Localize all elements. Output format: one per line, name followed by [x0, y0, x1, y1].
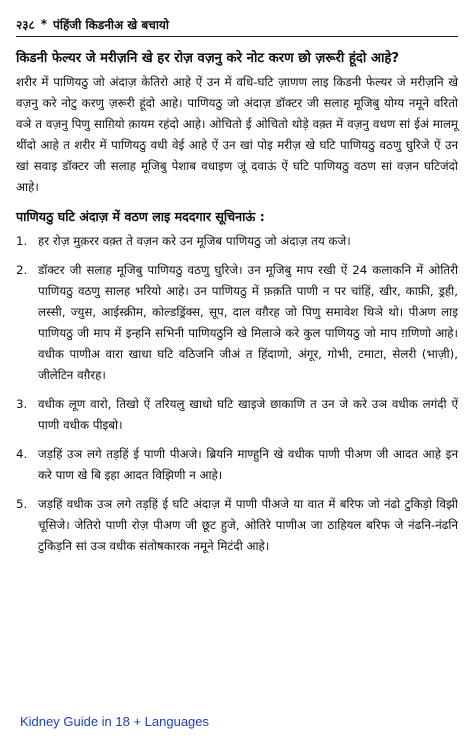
page-content: [16, 48, 458, 565]
header-separator: *: [40, 17, 48, 31]
tips-list: [16, 231, 458, 557]
list-item: [16, 394, 458, 436]
list-item: [16, 494, 458, 557]
list-item: [16, 444, 458, 486]
footer-link[interactable]: Kidney Guide in 18 + Languages: [20, 714, 210, 729]
list-item-text: हर रोज़ मुक़रर वक़्त ते वज़न करे उन मूजिब पाणियठु जो अंदाज़ तय कजे।: [38, 234, 351, 248]
tips-subheading: पाणियठु घटि अंदाज़ में वठण लाइ मददगार सूचिनाऊं :: [16, 209, 265, 224]
section-heading: किडनी फेल्यर जे मरीज़नि खे हर रोज़ वज़नु करे नोट करण छो ज़रूरी हूंदो आहे?: [16, 51, 400, 66]
section-paragraph: शरीर में पाणियठु जो अंदाज़ केतिरो आहे ऐं उन में वधि-घटि ज़ाणण लाइ किडनी फेल्यर जे मरीज़नि खे वज़नु करे नोटु करणु ज़रूरी हूंदो आहे। पाणियठु जो अंदाज़ डॉक्टर जी सलाह मूजिबु योग्य नमूने वरितो वञे त वज़नु पिणु साग़ियो क़ायम रहंदो आहे। ओचितो ई ओचितो थोड़े वक़्त में वज़नु वधण सां ईअं मालमू थींदो आहे त शरीर में पाणियठु वधी वेई आहे ऐं उन खां पोइ मरीज़ खे घटि पाणियठु वठणु घुरिजे ऐं उन खां सवाइ डॉक्टर जी सलाह मूजिबु पेशाब वधाइण जूं दवाऊं ऐं घटि पाणियठु वठण सां वज़न घटिजंदो आहे।: [16, 75, 458, 194]
list-item-number: 2.: [16, 263, 28, 277]
list-item-text: डॉक्टर जी सलाह मूजिबु पाणियठु वठणु घुरिजे। उन मूजिबु माप रखी ऐं 24 कलाकनि में ओतिरी पाणियठु वठणु सालह भरियो आहे। उन पाणियठु में फ़क़ति पाणी न पर चांहिं, खीर, काफ़ी, ड्रही, लस्सी, ज्युस, आईस्क्रीम, कोल्डड्रिंक्स, सूप, दाल वग़ैरह जो पिणु समावेश थिञे थो। पीअण लाइ पाणियठु जी माप में इन्हनि सभिनी पाणियठुनि खे मिलाञे करे कुल पाणियठु जो माप ग़णिणो आहे। वधीक पाणीअ वारा खाधा घटि वठिजनि जीअं त हिंदाणो, अंगूर, गोभी, टमाटा, सेलरी (भाज़ी), जीलेटिन वग़ैरह।: [38, 263, 458, 382]
list-item-text: जड़हिं वधीक उञ लगे तड़हिं ई घटि अंदाज़ में पाणी पीअजे या वात में बरिफ जो नंढो टुकिड़ो विझी चूसिजे। जेतिरो पाणी रोज़ पीअण जी छूट हुजे, ओतिरे पाणीअ जा ठाहियल बरिफ जे नंढनि-नंढनि टुकिड़नि सां उञ वधीक संतोषकारक नमूने मिटंदी आहे।: [38, 497, 458, 553]
list-item-number: 3.: [16, 397, 28, 411]
list-item-text: जड़हिं उञ लगे तड़हिं ई पाणी पीअजे। ब्रियनि माण्हुनि खे वधीक पाणी पीअण जी आदत आहे इन करे पाण खे बि इहा आदत विझिणी न आहे।: [38, 447, 458, 482]
list-item-number: 4.: [16, 447, 28, 461]
list-item-number: 5.: [16, 497, 28, 511]
list-item-number: 1.: [16, 234, 28, 248]
list-item: [16, 260, 458, 386]
list-item-text: वधीक लूण वारो, तिखो ऐं तरियलु खाधो घटि खाइजे छाकाणि त उन जे करे उञ वधीक लगंदी ऐं पाणी वधीक पीइबो।: [38, 397, 458, 432]
page-header: [16, 12, 458, 37]
list-item: [16, 231, 458, 252]
page-number: २३८: [16, 17, 35, 32]
book-title: पंहिंजी किडनीअ खे बचायो: [53, 17, 170, 32]
